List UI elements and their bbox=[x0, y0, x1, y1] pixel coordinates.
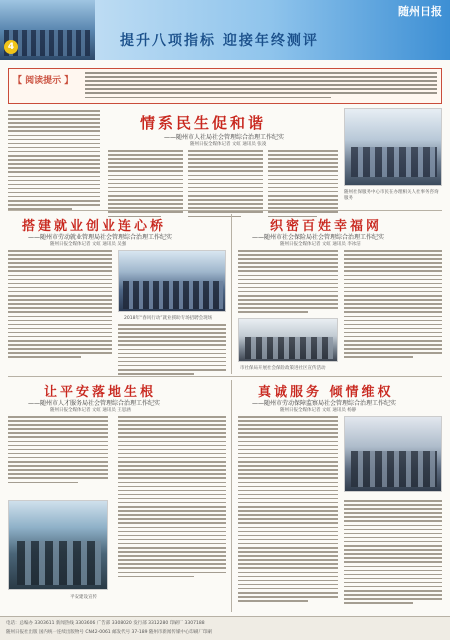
page-number: 4 bbox=[4, 40, 18, 54]
section-byline-talent: 随州日报全媒体记者 文虹 通讯员 王思涵 bbox=[50, 408, 131, 413]
article-talent-col2 bbox=[118, 416, 226, 580]
reading-tips-tag: 【 阅读提示 】 bbox=[13, 76, 74, 86]
page-footer bbox=[0, 616, 450, 640]
section-byline-insurance: 随州日报全媒体记者 文虹 通讯员 李冰洁 bbox=[280, 242, 361, 247]
column-divider-bottom bbox=[231, 380, 232, 612]
section-title-employment: 搭建就业创业连心桥 bbox=[22, 219, 167, 234]
photo-employment bbox=[118, 250, 226, 312]
article-employment-col2 bbox=[118, 324, 226, 377]
column-divider-mid bbox=[231, 214, 232, 374]
section-subtitle-employment: ——随州市劳动就业管理局社会管理综合治理工作纪实 bbox=[28, 234, 173, 241]
page-headline: 提升八项指标 迎接年终测评 bbox=[120, 33, 319, 49]
article-social-col1 bbox=[8, 110, 100, 212]
page-banner bbox=[0, 0, 450, 60]
section-byline-labor: 随州日报全媒体记者 文虹 通讯员 杨静 bbox=[280, 408, 357, 413]
section-title-social: 情系民生促和谐 bbox=[140, 114, 267, 132]
section-subtitle-labor: ——随州市劳动保障监察局社会管理综合治理工作纪实 bbox=[252, 400, 397, 407]
reading-tips-box bbox=[8, 68, 442, 104]
section-divider-2 bbox=[8, 376, 442, 377]
footer-line-2: 随州日报社出版 国内统一连续出版物号 CN42-0061 邮发代号 37-189 随州市新闻传媒中心印刷厂印刷 bbox=[6, 630, 212, 635]
photo-insurance bbox=[238, 318, 338, 362]
section-title-insurance: 织密百姓幸福网 bbox=[270, 219, 383, 234]
photo-social bbox=[344, 108, 442, 186]
section-title-labor: 真诚服务 倾情维权 bbox=[258, 385, 394, 400]
photo-employment-caption: 2018年“春风行动”就业援助专场招聘会现场 bbox=[124, 316, 213, 321]
section-subtitle-insurance: ——随州市社会保险局社会管理综合治理工作纪实 bbox=[252, 234, 385, 241]
article-talent-col1 bbox=[8, 416, 108, 486]
article-labor-col1 bbox=[238, 416, 338, 604]
photo-talent-caption: 平安建设宣传 bbox=[70, 595, 97, 600]
reading-tips-body bbox=[85, 72, 437, 102]
article-labor-col2 bbox=[344, 500, 442, 606]
newspaper-logo: 随州日报 bbox=[398, 5, 442, 18]
article-employment-col1 bbox=[8, 250, 112, 361]
photo-social-caption: 随州社保服务中心市民在办理相关人社事务咨询服务 bbox=[344, 190, 439, 201]
footer-line-1: 电话：总编办 3303611 新闻热线 3303606 广告部 3308020 发行部 3312280 印刷厂 3307188 bbox=[6, 621, 205, 626]
photo-talent bbox=[8, 500, 108, 590]
article-insurance-col1 bbox=[238, 250, 338, 316]
section-title-talent: 让平安落地生根 bbox=[44, 385, 157, 400]
photo-insurance-caption: 市社保局开展社会保险政策进社区宣传活动 bbox=[240, 366, 326, 371]
section-divider-1 bbox=[8, 210, 442, 211]
section-subtitle-talent: ——随州市人才服务局社会管理综合治理工作纪实 bbox=[28, 400, 161, 407]
photo-labor bbox=[344, 416, 442, 492]
article-insurance-col2 bbox=[344, 250, 442, 361]
section-subtitle-social: ——随州市人社局社会管理综合治理工作纪实 bbox=[164, 134, 285, 141]
section-byline-social: 随州日报全媒体记者 文虹 通讯员 张凌 bbox=[190, 142, 267, 147]
section-byline-employment: 随州日报全媒体记者 文虹 通讯员 吴强 bbox=[50, 242, 127, 247]
